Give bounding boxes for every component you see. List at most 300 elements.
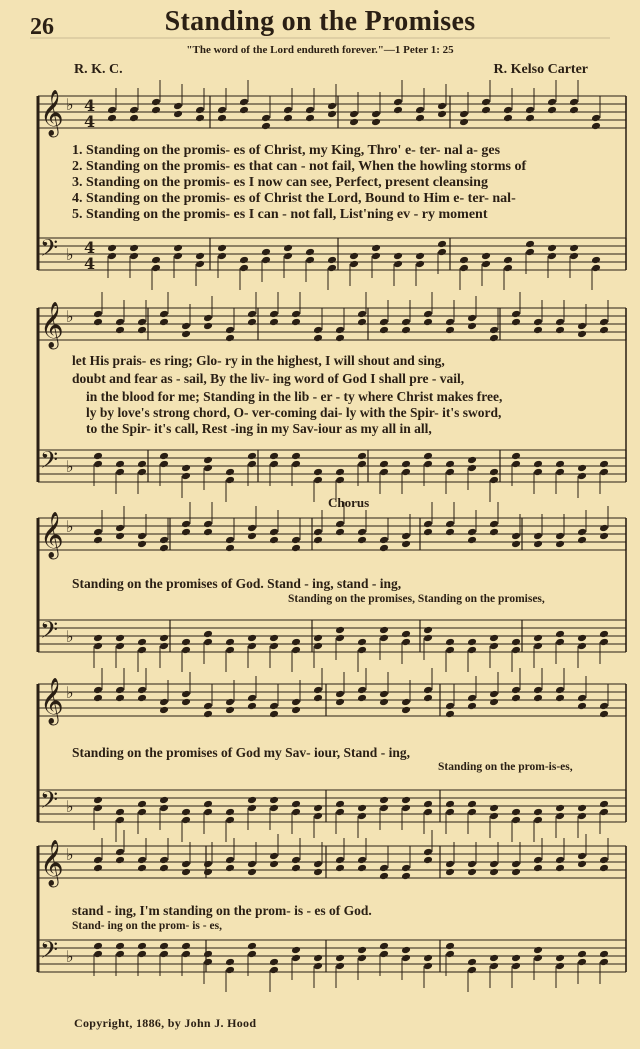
note-head — [423, 310, 433, 319]
note-head — [525, 106, 535, 115]
note-head — [525, 248, 535, 257]
note-head — [129, 106, 139, 115]
note-head — [159, 950, 169, 959]
note-head — [569, 98, 579, 107]
note-head — [379, 804, 389, 813]
note-head — [225, 476, 235, 485]
note-head — [357, 954, 367, 963]
note-head — [269, 318, 279, 327]
note-head — [577, 804, 587, 813]
note-head — [379, 950, 389, 959]
note-head — [283, 244, 293, 253]
note-head — [305, 248, 315, 257]
note-head — [159, 796, 169, 805]
note-head — [445, 702, 455, 711]
note-head — [591, 114, 601, 123]
note-head — [379, 460, 389, 469]
note-head — [577, 702, 587, 711]
note-head — [313, 642, 323, 651]
note-head — [225, 698, 235, 707]
note-head — [225, 638, 235, 647]
note-head — [181, 690, 191, 699]
treble-staff — [38, 302, 626, 350]
note-head — [555, 630, 565, 639]
note-head — [401, 946, 411, 955]
composer-name: R. Kelso Carter — [493, 62, 588, 77]
note-head — [151, 256, 161, 265]
note-head — [599, 808, 609, 817]
note-head — [335, 856, 345, 865]
verse-3-line-2: in the blood for me; Standing in the lib - er - ty where Christ makes free, — [86, 389, 503, 404]
note-head — [225, 326, 235, 335]
note-head — [533, 468, 543, 477]
note-head — [423, 452, 433, 461]
note-head — [371, 252, 381, 261]
note-head — [247, 532, 257, 541]
time-signature: 4 — [84, 112, 96, 131]
note-head — [379, 318, 389, 327]
note-head — [269, 642, 279, 651]
note-head — [261, 256, 271, 265]
note-head — [511, 638, 521, 647]
note-head — [181, 646, 191, 655]
note-head — [423, 520, 433, 529]
note-head — [217, 114, 227, 123]
note-head — [569, 252, 579, 261]
note-head — [203, 868, 213, 877]
note-head — [239, 106, 249, 115]
note-head — [137, 808, 147, 817]
note-head — [599, 468, 609, 477]
note-head — [555, 804, 565, 813]
note-head — [401, 468, 411, 477]
note-head — [577, 464, 587, 473]
note-head — [335, 476, 345, 485]
author-initials: R. K. C. — [74, 62, 123, 77]
note-head — [159, 310, 169, 319]
note-head — [591, 264, 601, 273]
note-head — [511, 694, 521, 703]
note-head — [203, 638, 213, 647]
note-head — [291, 864, 301, 873]
note-head — [445, 868, 455, 877]
note-head — [239, 264, 249, 273]
note-head — [415, 114, 425, 123]
note-head — [115, 468, 125, 477]
note-head — [357, 536, 367, 545]
note-head — [511, 868, 521, 877]
note-head — [511, 310, 521, 319]
time-signature: 4 — [84, 254, 96, 273]
note-head — [327, 102, 337, 111]
note-head — [577, 536, 587, 545]
note-head — [379, 626, 389, 635]
note-head — [599, 532, 609, 541]
note-head — [137, 942, 147, 951]
note-head — [547, 244, 557, 253]
note-head — [467, 800, 477, 809]
treble-clef-icon: 𝄞 — [40, 840, 64, 886]
note-head — [533, 532, 543, 541]
note-head — [269, 452, 279, 461]
note-head — [93, 942, 103, 951]
note-head — [225, 966, 235, 975]
note-head — [533, 540, 543, 549]
note-head — [401, 698, 411, 707]
note-head — [599, 460, 609, 469]
note-head — [313, 954, 323, 963]
note-head — [173, 110, 183, 119]
note-head — [415, 106, 425, 115]
treble-clef-icon: 𝄞 — [40, 90, 64, 136]
note-head — [357, 638, 367, 647]
note-head — [401, 326, 411, 335]
chorus-line-1: Standing on the promises of God. Stand - ing, stand - ing, — [72, 576, 402, 591]
note-head — [357, 946, 367, 955]
note-head — [269, 310, 279, 319]
note-head — [335, 864, 345, 873]
copyright-notice: Copyright, 1886, by John J. Hood — [74, 1016, 257, 1030]
note-head — [555, 326, 565, 335]
note-head — [489, 954, 499, 963]
note-head — [115, 686, 125, 695]
note-head — [203, 528, 213, 537]
note-head — [547, 98, 557, 107]
note-head — [577, 528, 587, 537]
note-head — [335, 634, 345, 643]
note-head — [225, 544, 235, 553]
note-head — [599, 638, 609, 647]
note-head — [533, 318, 543, 327]
note-head — [599, 630, 609, 639]
note-head — [467, 694, 477, 703]
note-head — [137, 694, 147, 703]
note-head — [357, 528, 367, 537]
note-head — [203, 322, 213, 331]
verse-1-line-1: 1. Standing on the promis- es of Christ, my King, Thro' e- ter- nal a- ges — [72, 143, 501, 158]
bass-staff — [38, 786, 626, 822]
note-head — [115, 816, 125, 825]
note-head — [269, 958, 279, 967]
note-head — [555, 318, 565, 327]
note-head — [225, 856, 235, 865]
note-head — [115, 524, 125, 533]
note-head — [533, 808, 543, 817]
note-head — [269, 702, 279, 711]
note-head — [335, 808, 345, 817]
note-head — [467, 528, 477, 537]
note-head — [137, 856, 147, 865]
note-head — [533, 326, 543, 335]
note-head — [467, 322, 477, 331]
note-head — [291, 856, 301, 865]
note-head — [401, 638, 411, 647]
note-head — [401, 540, 411, 549]
note-head — [357, 694, 367, 703]
note-head — [401, 318, 411, 327]
note-head — [401, 864, 411, 873]
treble-clef-icon: 𝄞 — [40, 512, 64, 558]
note-head — [357, 804, 367, 813]
verse-1-line-2: let His prais- es ring; Glo- ry in the highest, I will shout and sing, — [72, 353, 445, 368]
note-head — [129, 252, 139, 261]
note-head — [107, 244, 117, 253]
note-head — [599, 524, 609, 533]
note-head — [401, 796, 411, 805]
note-head — [599, 318, 609, 327]
note-head — [533, 856, 543, 865]
verse-4-line-1: 4. Standing on the promis- es of Christ the Lord, Bound to Him e- ter- nal- — [72, 191, 516, 206]
note-head — [445, 468, 455, 477]
note-head — [137, 800, 147, 809]
note-head — [159, 634, 169, 643]
note-head — [137, 540, 147, 549]
note-head — [555, 468, 565, 477]
note-head — [357, 864, 367, 873]
note-head — [203, 710, 213, 719]
note-head — [489, 690, 499, 699]
note-head — [371, 244, 381, 253]
note-head — [445, 520, 455, 529]
note-head — [533, 642, 543, 651]
note-head — [225, 958, 235, 967]
flat-icon: ♭ — [66, 797, 74, 816]
note-head — [547, 106, 557, 115]
note-head — [137, 950, 147, 959]
note-head — [173, 102, 183, 111]
note-head — [467, 464, 477, 473]
note-head — [459, 118, 469, 127]
note-head — [489, 326, 499, 335]
note-head — [423, 528, 433, 537]
bass-clef-icon: 𝄢 — [40, 616, 59, 649]
note-head — [313, 528, 323, 537]
note-head — [467, 638, 477, 647]
note-head — [137, 646, 147, 655]
note-head — [511, 808, 521, 817]
note-head — [555, 864, 565, 873]
note-head — [225, 706, 235, 715]
note-head — [93, 452, 103, 461]
note-head — [533, 694, 543, 703]
note-head — [511, 860, 521, 869]
note-head — [445, 646, 455, 655]
chorus-line-2-echo: Standing on the prom-is-es, — [438, 761, 573, 773]
note-head — [459, 264, 469, 273]
note-head — [217, 244, 227, 253]
verse-5-line-1: 5. Standing on the promis- es I can - not fall, List'ning ev - ry moment — [72, 207, 488, 222]
note-head — [181, 942, 191, 951]
note-head — [379, 468, 389, 477]
note-head — [591, 122, 601, 131]
note-head — [459, 110, 469, 119]
note-head — [327, 110, 337, 119]
note-head — [225, 334, 235, 343]
note-head — [203, 630, 213, 639]
note-head — [269, 528, 279, 537]
note-head — [93, 310, 103, 319]
note-head — [511, 962, 521, 971]
note-head — [195, 252, 205, 261]
note-head — [533, 946, 543, 955]
note-head — [313, 468, 323, 477]
note-head — [577, 694, 587, 703]
scripture-reference: "The word of the Lord endureth forever."—1 Peter 1: 25 — [186, 44, 454, 56]
note-head — [379, 872, 389, 881]
note-head — [555, 694, 565, 703]
chorus-line-3-echo: Stand- ing on the prom- is - es, — [72, 920, 222, 932]
note-head — [181, 322, 191, 331]
note-head — [489, 962, 499, 971]
note-head — [291, 706, 301, 715]
note-head — [137, 638, 147, 647]
note-head — [379, 544, 389, 553]
note-head — [489, 804, 499, 813]
note-head — [217, 106, 227, 115]
note-head — [225, 468, 235, 477]
note-head — [203, 958, 213, 967]
note-head — [203, 702, 213, 711]
note-head — [115, 942, 125, 951]
flat-icon: ♭ — [66, 307, 74, 326]
note-head — [305, 114, 315, 123]
verse-5-line-2: to the Spir- it's call, Rest -ing in my Sav-iour as my all in all, — [86, 421, 432, 436]
note-head — [93, 634, 103, 643]
note-head — [313, 804, 323, 813]
bass-staff — [38, 234, 626, 270]
note-head — [379, 536, 389, 545]
note-head — [577, 812, 587, 821]
note-head — [357, 856, 367, 865]
note-head — [511, 540, 521, 549]
chorus-line-2: Standing on the promises of God my Sav- iour, Stand - ing, — [72, 745, 410, 760]
note-head — [489, 642, 499, 651]
note-head — [181, 950, 191, 959]
note-head — [305, 106, 315, 115]
note-head — [115, 532, 125, 541]
note-head — [335, 520, 345, 529]
note-head — [599, 702, 609, 711]
chorus-line-1-echo: Standing on the promises, Standing on the promises, — [288, 593, 545, 605]
verse-2-line-2: doubt and fear as - sail, By the liv- ing word of God I shall pre - vail, — [72, 371, 465, 386]
note-head — [423, 318, 433, 327]
note-head — [115, 460, 125, 469]
note-head — [247, 950, 257, 959]
note-head — [511, 318, 521, 327]
note-head — [533, 954, 543, 963]
note-head — [305, 256, 315, 265]
note-head — [291, 954, 301, 963]
note-head — [327, 264, 337, 273]
note-head — [445, 638, 455, 647]
treble-staff — [38, 840, 626, 888]
note-head — [247, 702, 257, 711]
note-head — [445, 942, 455, 951]
note-head — [115, 642, 125, 651]
note-head — [401, 872, 411, 881]
note-head — [569, 106, 579, 115]
note-head — [511, 686, 521, 695]
note-head — [357, 686, 367, 695]
note-head — [371, 118, 381, 127]
note-head — [137, 532, 147, 541]
flat-icon: ♭ — [66, 517, 74, 536]
note-head — [151, 98, 161, 107]
verse-4-line-2: ly by love's strong chord, O- ver-coming dai- ly with the Spir- it's sword, — [86, 405, 502, 420]
note-head — [525, 114, 535, 123]
note-head — [195, 106, 205, 115]
note-head — [291, 460, 301, 469]
note-head — [577, 472, 587, 481]
note-head — [335, 326, 345, 335]
bass-clef-icon: 𝄢 — [40, 786, 59, 819]
note-head — [349, 110, 359, 119]
note-head — [159, 706, 169, 715]
note-head — [93, 804, 103, 813]
note-head — [357, 452, 367, 461]
note-head — [357, 310, 367, 319]
note-head — [467, 808, 477, 817]
note-head — [313, 476, 323, 485]
note-head — [335, 800, 345, 809]
note-head — [445, 318, 455, 327]
note-head — [159, 318, 169, 327]
note-head — [181, 528, 191, 537]
note-head — [181, 464, 191, 473]
note-head — [503, 106, 513, 115]
note-head — [423, 848, 433, 857]
note-head — [313, 634, 323, 643]
note-head — [181, 868, 191, 877]
note-head — [599, 326, 609, 335]
note-head — [577, 860, 587, 869]
note-head — [203, 314, 213, 323]
note-head — [555, 856, 565, 865]
note-head — [489, 520, 499, 529]
note-head — [489, 812, 499, 821]
treble-clef-icon: 𝄞 — [40, 678, 64, 724]
note-head — [547, 252, 557, 261]
flat-icon: ♭ — [66, 627, 74, 646]
note-head — [445, 710, 455, 719]
note-head — [335, 468, 345, 477]
note-head — [115, 848, 125, 857]
page-number: 26 — [30, 14, 54, 40]
note-head — [291, 646, 301, 655]
note-head — [445, 950, 455, 959]
note-head — [93, 528, 103, 537]
note-head — [291, 638, 301, 647]
note-head — [247, 694, 257, 703]
note-head — [247, 460, 257, 469]
note-head — [379, 634, 389, 643]
note-head — [115, 856, 125, 865]
note-head — [577, 852, 587, 861]
note-head — [137, 864, 147, 873]
note-head — [159, 460, 169, 469]
note-head — [467, 702, 477, 711]
note-head — [349, 260, 359, 269]
note-head — [511, 646, 521, 655]
note-head — [379, 796, 389, 805]
note-head — [195, 260, 205, 269]
bass-clef-icon: 𝄢 — [40, 234, 59, 267]
hymn-title: Standing on the Promises — [164, 6, 476, 37]
flat-icon: ♭ — [66, 95, 74, 114]
note-head — [291, 808, 301, 817]
note-head — [137, 460, 147, 469]
note-head — [93, 318, 103, 327]
